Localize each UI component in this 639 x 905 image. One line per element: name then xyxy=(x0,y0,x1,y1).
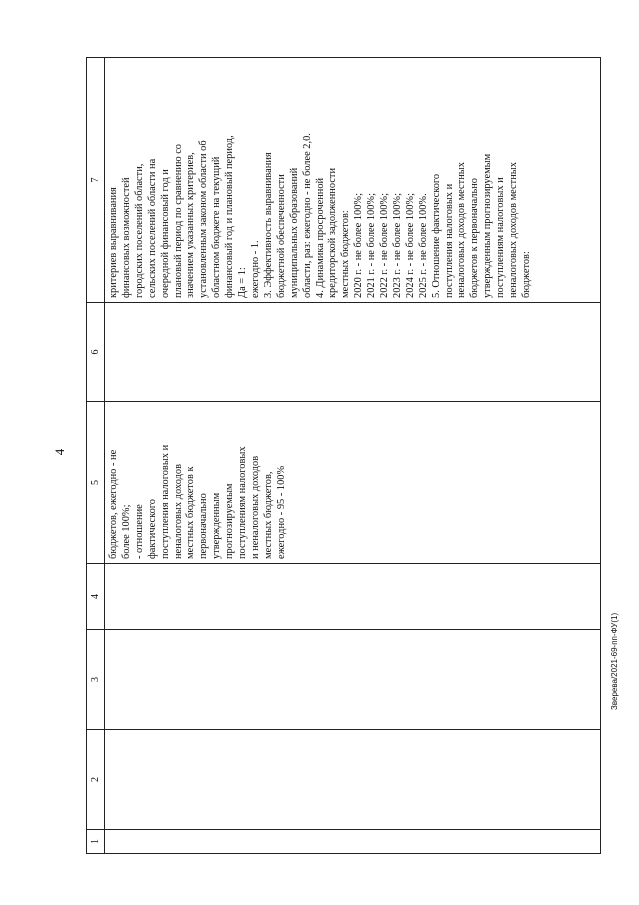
column-header-2: 2 xyxy=(87,730,105,830)
column-header-5: 5 xyxy=(87,402,105,564)
cell-col-3 xyxy=(105,630,601,730)
col5-line: ежегодно - 95 - 100% xyxy=(275,465,287,559)
col7-line: очередной финансовый год и xyxy=(159,169,171,298)
col7-line: бюджетной обеспеченности xyxy=(275,174,287,298)
col7-line: поступления налоговых и xyxy=(443,183,455,298)
cell-col-1 xyxy=(105,830,601,854)
col7-line: 4. Динамика просроченной xyxy=(314,177,326,298)
col7-line: 2025 г. - не более 100%. xyxy=(417,193,429,298)
program-indicators-table xyxy=(86,57,601,854)
col7-line: финансовых возможностей xyxy=(120,177,132,298)
col5-line: поступления налоговых и xyxy=(159,444,171,559)
col7-line: плановый период по сравнению со xyxy=(172,143,184,298)
col7-line: бюджетов к первоначально xyxy=(469,178,481,298)
col5-line: местных бюджетов к xyxy=(185,466,197,559)
column-header-7: 7 xyxy=(87,58,105,303)
col7-line: 2023 г. - не более 100%; xyxy=(391,193,403,298)
col7-line: критериев выравнивания xyxy=(108,187,119,298)
col7-line: бюджетов: xyxy=(521,251,532,298)
col5-line: бюджетов, ежегодно - не xyxy=(108,449,119,559)
col7-line: 2020 г. - не более 100%; xyxy=(353,193,365,298)
col5-line: неналоговых доходов xyxy=(172,463,184,559)
cell-col-6 xyxy=(105,303,601,402)
column-header-1: 1 xyxy=(87,830,105,854)
page-number: 4 xyxy=(52,448,67,456)
col7-line: неналоговых доходов местных xyxy=(456,162,468,298)
col5-line: местных бюджетов, xyxy=(262,471,274,559)
col7-line: областном бюджете на текущий xyxy=(211,156,223,298)
col5-line: - отношение xyxy=(133,504,145,559)
column-header-6: 6 xyxy=(87,303,105,402)
col7-line: кредиторской задолженности xyxy=(327,167,339,298)
col7-line: ежегодно - 1. xyxy=(249,240,261,298)
table-row xyxy=(105,58,601,854)
col7-line: местных бюджетов: xyxy=(340,210,352,298)
col7-line: утвержденным прогнозируемым xyxy=(482,153,494,298)
col7-line: финансовый год и плановый период, xyxy=(224,135,236,298)
col7-line: значением указанных критериев, xyxy=(185,152,197,298)
col7-line: 2024 г. - не более 100%; xyxy=(404,193,416,298)
col7-line: муниципальных образований xyxy=(288,167,300,298)
col7-line: 3. Эффективность выравнивания xyxy=(262,152,274,298)
column-header-4: 4 xyxy=(87,564,105,630)
col7-line: 2022 г. - не более 100%; xyxy=(379,193,391,298)
col5-line: более 100%; xyxy=(120,504,132,559)
col7-line: области, раз: ежегодно - не более 2,0. xyxy=(301,133,313,298)
col5-line: поступлениям налоговых xyxy=(237,446,249,559)
cell-col-4 xyxy=(105,564,601,630)
cell-col-5-target-values xyxy=(105,402,601,564)
col5-line: первоначально xyxy=(198,493,210,559)
col7-line: 2021 г. - не более 100%; xyxy=(366,193,378,298)
cell-col-2 xyxy=(105,730,601,830)
col7-line: установленным законом области об xyxy=(198,140,210,298)
col7-line: Да = 1: xyxy=(237,267,249,298)
col7-text xyxy=(105,58,534,302)
col5-line: утвержденным xyxy=(211,492,223,559)
col5-line: прогнозируемым xyxy=(224,483,236,559)
column-header-3: 3 xyxy=(87,630,105,730)
document-footer-code: Зверева/2021-69-пп-ФУ(1) xyxy=(610,612,619,710)
cell-col-7-indicators xyxy=(105,58,601,303)
col7-line: поступлениям налоговых и xyxy=(495,177,507,298)
rotated-table-container xyxy=(86,58,601,854)
col5-text xyxy=(105,402,289,563)
col5-line: и неналоговых доходов xyxy=(249,455,261,559)
col7-line: неналоговых доходов местных xyxy=(508,162,520,298)
col7-line: сельских поселений области на xyxy=(146,158,158,298)
col7-line: городских поселений области, xyxy=(133,163,145,298)
col7-line: 5. Отношение фактического xyxy=(430,173,442,298)
header-row xyxy=(87,58,105,854)
col5-line: фактического xyxy=(146,499,158,559)
